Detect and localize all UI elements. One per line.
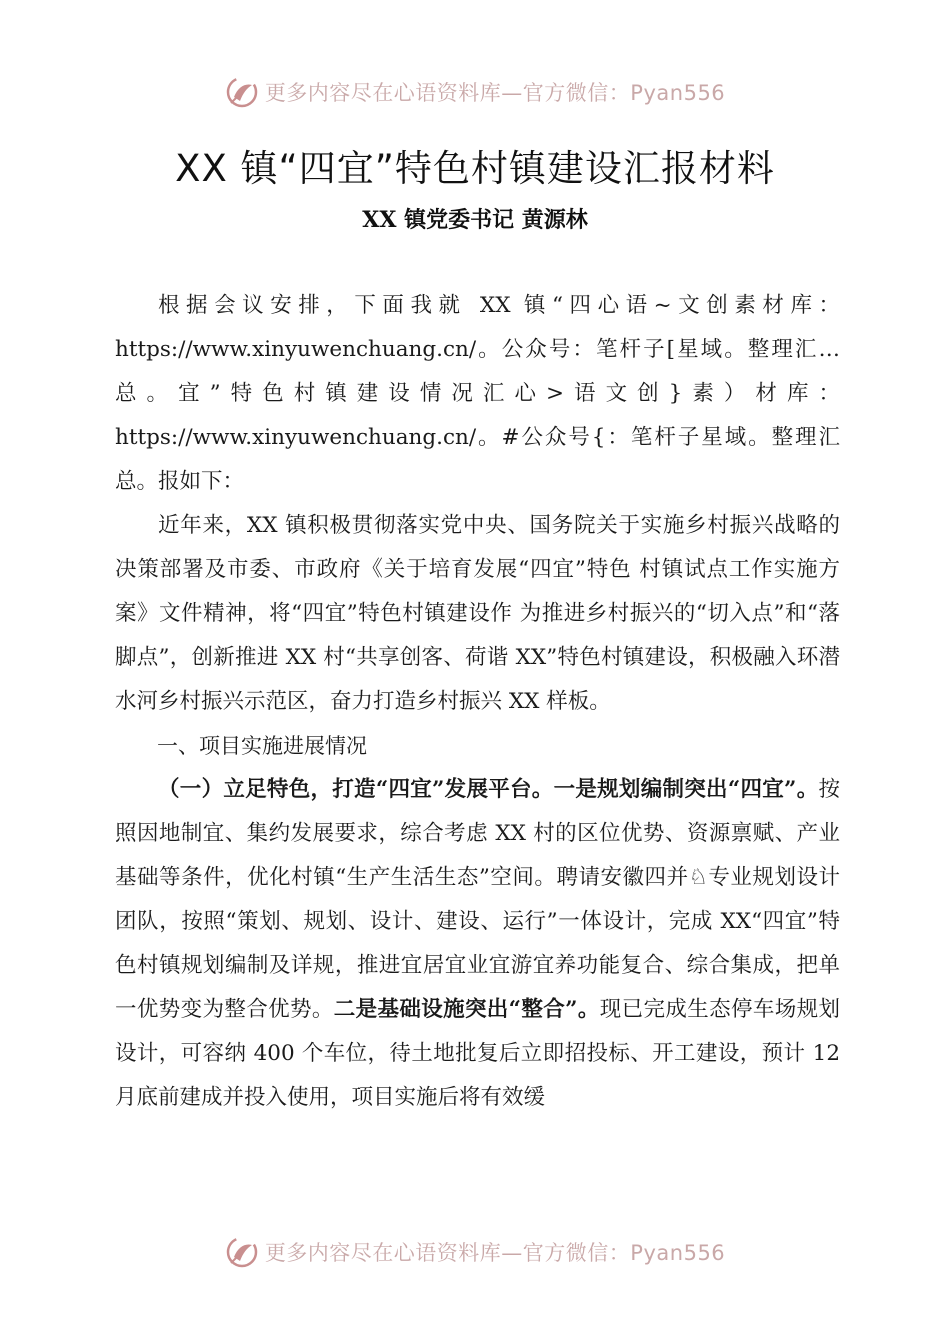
- paragraph-text-2: 现已完成生态停车场规划设计，可容纳 400 个车位，待土地批复后立即招投标、开工建设，预计 12 月底前建成并投入使用，项目实施后将有效缓: [115, 997, 840, 1110]
- watermark-logo-icon: [225, 75, 259, 109]
- watermark-text: 更多内容尽在心语资料库—官方微信：Pyan556: [264, 81, 726, 105]
- paragraph-section-1: [115, 768, 840, 1120]
- document-body: [115, 284, 840, 1120]
- watermark-text: 更多内容尽在心语资料库—官方微信：Pyan556: [264, 1241, 726, 1265]
- paragraph-text: 按照因地制宜、集约发展要求，综合考虑 XX 村的区位优势、资源禀赋、产业基础等条件，优化村镇“生产生活生态”空间。聘请安徽四并♘专业规划设计团队，按照“策划、规划、设计、建设、运行”一体设计，完成 XX“四宜”特色村镇规划编制及详规，推进宜居宜业宜游宜养功能复合、综合集成，把单一优势变为整合优势。: [115, 777, 840, 1022]
- document-author: XX 镇党委书记 黄源林: [362, 207, 588, 233]
- watermark-header: [0, 72, 950, 112]
- paragraph-background: 近年来，XX 镇积极贯彻落实党中央、国务院关于实施乡村振兴战略的决策部署及市委、市政府《关于培育发展“四宜”特色 村镇试点工作实施方案》文件精神，将“四宜”特色村镇建设作 为推进乡村振兴的“切入点”和“落脚点”，创新推进 XX 村“共享创客、荷谐 XX”特色村镇建设，积极融入环潜水河乡村振兴示范区，奋力打造乡村振兴 XX 样板。: [115, 513, 840, 714]
- watermark-logo-icon: [225, 1235, 259, 1269]
- watermark-footer: [0, 1232, 950, 1272]
- document-title: XX 镇“四宜”特色村镇建设汇报材料: [175, 147, 775, 190]
- paragraph-intro: 根据会议安排，下面我就 XX 镇“四心语~文创素材库：https://www.xinyuwenchuang.cn/。公众号：笔杆子[星域。整理汇…总。宜”特色村镇建设情况汇心>语文创}素）材库：https://www.xinyuwenchuang.cn/。#公众号{：笔杆子星域。整理汇总。报如下：: [115, 293, 840, 494]
- subheading-bold-2: 二是基础设施突出“整合”。: [333, 997, 600, 1022]
- section-heading: 一、项目实施进展情况: [157, 734, 367, 758]
- subheading-bold: （一）立足特色，打造“四宜”发展平台。一是规划编制突出“四宜”。: [158, 777, 819, 802]
